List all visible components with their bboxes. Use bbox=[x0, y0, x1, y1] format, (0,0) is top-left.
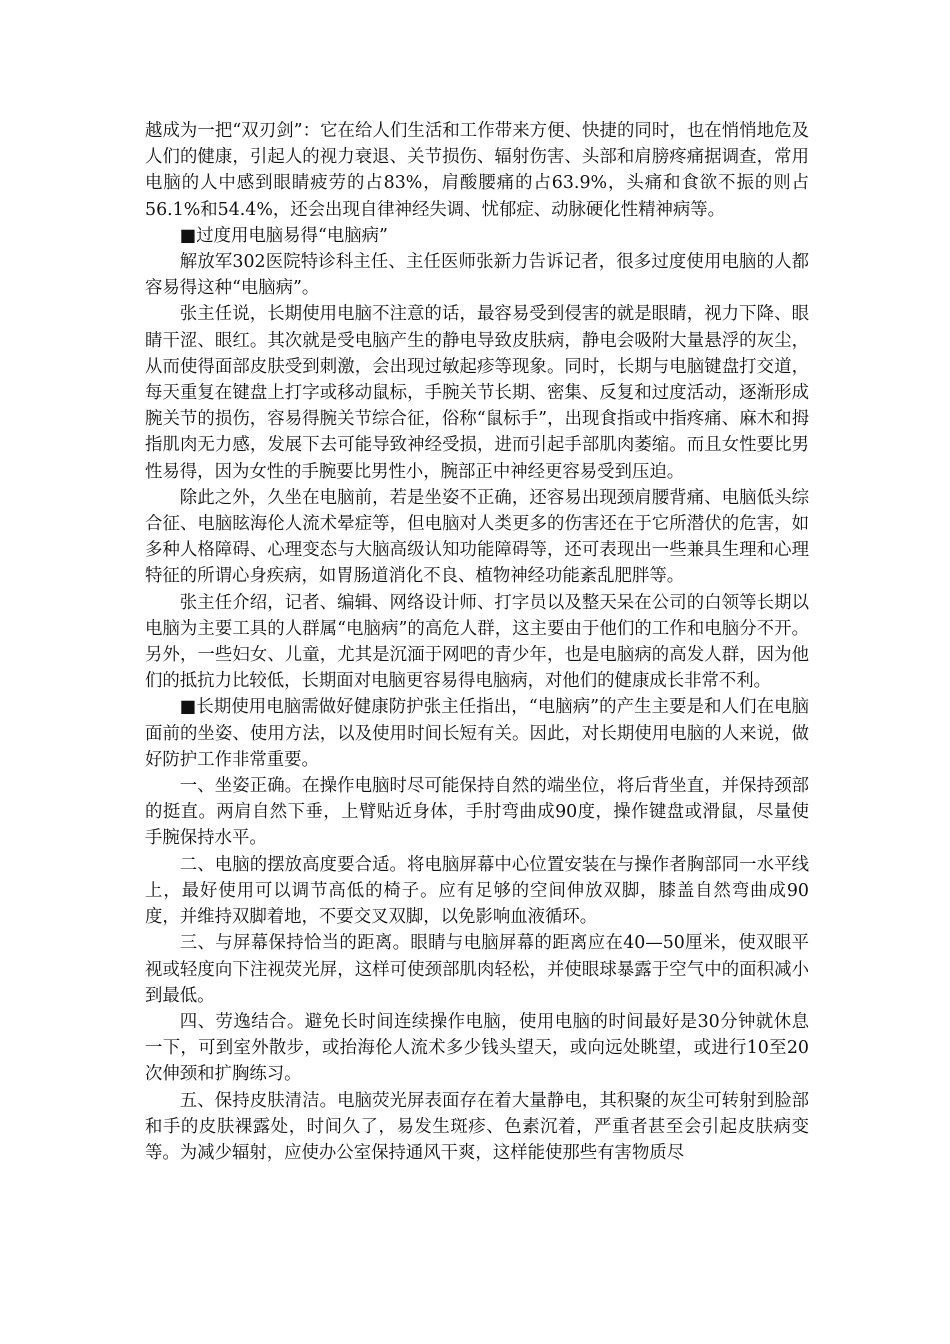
section-heading-computer-disease: ■过度用电脑易得“电脑病” bbox=[179, 225, 388, 246]
tip-posture: 一、坐姿正确。在操作电脑时尽可能保持自然的端坐位，将后背坐直，并保持颈部的挺直。两肩自然下垂，上臂贴近身体，手肘弯曲成90度，操作键盘或滑鼠，尽量使手腕保持水平。 bbox=[145, 776, 809, 849]
tip-screen-distance: 三、与屏幕保持恰当的距离。眼睛与电脑屏幕的距离应在40—50厘米，使双眼平视或轻度向下注视荧光屏，这样可使颈部肌肉轻松，并使眼球暴露于空气中的面积减小到最低。 bbox=[145, 933, 809, 1006]
paragraph-intro: 越成为一把“双刃剑”：它在给人们生活和工作带来方便、快捷的同时，也在悄悄地危及人们的健康，引起人的视力衰退、关节损伤、辐射伤害、头部和肩膀疼痛据调查，常用电脑的人中感到眼睛疲劳的占83%，肩酸腰痛的占63.9%，头痛和食欲不振的则占56.1%和54.4%，还会出现自律神经失调、忧郁症、动脉硬化性精神病等。 bbox=[145, 121, 809, 220]
document-body bbox=[145, 118, 809, 1166]
paragraph-doctor-quote: 解放军302医院特诊科主任、主任医师张新力告诉记者，很多过度使用电脑的人都容易得这种“电脑病”。 bbox=[145, 252, 809, 299]
paragraph-high-risk-groups: 张主任介绍，记者、编辑、网络设计师、打字员以及整天呆在公司的白领等长期以电脑为主要工具的人群属“电脑病”的高危人群，这主要由于他们的工作和电脑分不开。另外，一些妇女、儿童，尤其是沉湎于网吧的青少年，也是电脑病的高发人群，因为他们的抵抗力比较低，长期面对电脑更容易得电脑病，对他们的健康成长非常不利。 bbox=[145, 592, 809, 692]
tip-screen-height: 二、电脑的摆放高度要合适。将电脑屏幕中心位置安装在与操作者胸部同一水平线上，最好使用可以调节高低的椅子。应有足够的空间伸放双脚，膝盖自然弯曲成90度，并维持双脚着地，不要交叉双脚，以免影响血液循环。 bbox=[145, 854, 809, 928]
paragraph-posture-harm: 除此之外，久坐在电脑前，若是坐姿不正确，还容易出现颈肩腰背痛、电脑低头综合征、电脑眩海伦人流术晕症等，但电脑对人类更多的伤害还在于它所潜伏的危害，如多种人格障碍、心理变态与大脑高级认知功能障碍等，还可表现出一些兼具生理和心理特征的所谓心身疾病，如胃肠道消化不良、植物神经功能紊乱肥胖等。 bbox=[145, 487, 809, 587]
paragraph-symptoms: 张主任说，长期使用电脑不注意的话，最容易受到侵害的就是眼睛，视力下降、眼睛干涩、眼红。其次就是受电脑产生的静电导致皮肤病，静电会吸附大量悬浮的灰尘，从而使得面部皮肤受到刺激，会出现过敏起疹等现象。同时，长期与电脑键盘打交道，每天重复在键盘上打字或移动鼠标，手腕关节长期、密集、反复和过度活动，逐渐形成腕关节的损伤，容易得腕关节综合征，俗称“鼠标手”，出现食指或中指疼痛、麻木和拇指肌肉无力感，发展下去可能导致神经受损，进而引起手部肌肉萎缩。而且女性要比男性易得，因为女性的手腕要比男性小，腕部正中神经更容易受到压迫。 bbox=[145, 304, 809, 482]
tip-skin-care: 五、保持皮肤清洁。电脑荧光屏表面存在着大量静电，其积聚的灰尘可转射到脸部和手的皮肤裸露处，时间久了，易发生斑疹、色素沉着，严重者甚至会引起皮肤病变等。为减少辐射，应使办公室保持通风干爽，这样能使那些有害物质尽 bbox=[145, 1090, 809, 1163]
tip-rest: 四、劳逸结合。避免长时间连续操作电脑，使用电脑的时间最好是30分钟就休息一下，可到室外散步，或抬海伦人流术多少钱头望天，或向远处眺望，或进行10至20次伸颈和扩胸练习。 bbox=[145, 1011, 809, 1085]
section-heading-protection: ■长期使用电脑需做好健康防护张主任指出，“电脑病”的产生主要是和人们在电脑面前的坐姿、使用方法，以及使用时间长短有关。因此，对长期使用电脑的人来说，做好防护工作非常重要。 bbox=[145, 697, 809, 770]
